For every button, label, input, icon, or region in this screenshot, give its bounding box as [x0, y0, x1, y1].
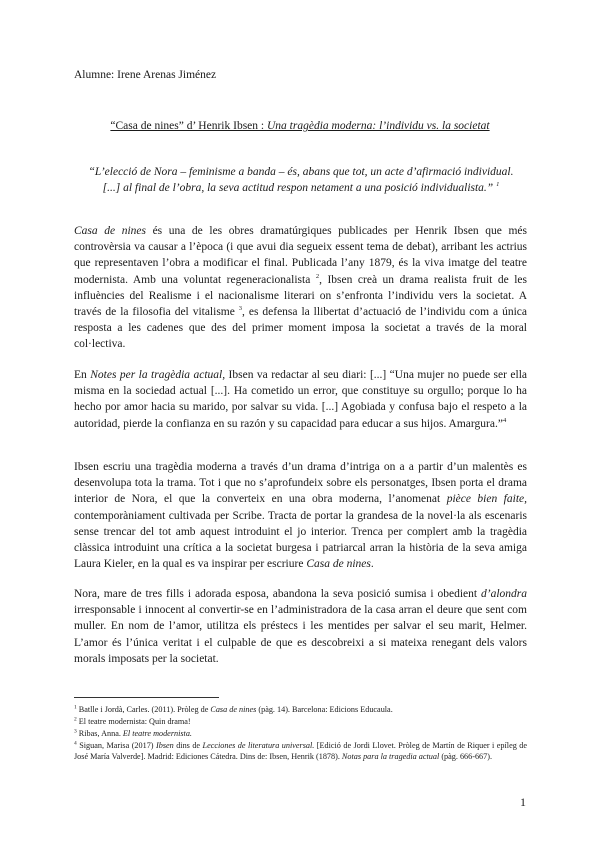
- italic-term: d’alondra: [481, 588, 527, 600]
- paragraph-3: [74, 459, 527, 572]
- paragraph-text: Ibsen va redactar al seu diari: [...] “Una mujer no puede ser ella misma en la sociedad actual [...]. Ha cometido un error, que constituye su orgullo; porque lo ha hecho por amor hacia su marido, por salvar su vida. [...] Agobiada y confusa bajo el respeto a la autoridad, pierde la confianza en su razón y su capacidad para educar a sus hijos. Amargura.”: [74, 369, 527, 430]
- footnote-text: Ribas, Anna.: [76, 729, 123, 738]
- work-title: Casa de nines: [306, 558, 371, 571]
- paragraph-text: .: [370, 558, 374, 571]
- footnote-text: dins de: [173, 741, 203, 750]
- paragraph-4: [74, 586, 527, 667]
- footnote-text: Siguan, Marisa (2017): [76, 741, 156, 750]
- epigraph-text: “L’elecció de Nora – feminisme a banda – és, abans que tot, un acte d’afirmació individual. [...] al final de l’obra, la seva actitud respon netament a una posició individualista.”: [88, 166, 514, 194]
- footnote-italic: Ibsen: [156, 741, 174, 750]
- paragraph-1: [74, 223, 527, 353]
- footnote-italic: El teatre modernista.: [122, 729, 192, 738]
- paragraph-text: contemporàniament cultivada per Scribe. Tracta de portar la grandesa de la novel·la als escenaris sense trencar del tot amb aquest introduint el jo interior. Trenca per complert amb la tragèdia clàssica introduint una crítica a la societat burgesa i patriarcal arran la història de la seva amiga Laura Kieler, en la qual es va inspirar per escriure: [74, 509, 527, 571]
- footnote-separator: [74, 697, 219, 698]
- footnote-number: 2: [74, 716, 77, 723]
- paragraph-text: , es defensa la llibertat d’actuació de l’individu com a única resposta a les cadenes que des del primer moment imposa la societat a través de la moral col·lectiva.: [74, 306, 527, 351]
- title-subtitle: Una tragèdia moderna: l’individu vs. la societat: [266, 120, 490, 132]
- footnote-text: [Edició de Jordi Llovet. Pròleg de Martín de Riquer i epíleg de José María Valverde]. Madrid: Ediciones Cátedra. Dins de: Ibsen, Henrik (1878).: [74, 741, 528, 761]
- footnote-text: El teatre modernista: Quin drama!: [76, 717, 191, 726]
- footnote-2: [74, 716, 527, 727]
- footnote-italic: Notas para la tragedia actual: [341, 752, 440, 761]
- footnote-ref-3: 3: [238, 305, 243, 313]
- epigraph-quote: [82, 165, 520, 196]
- document-title: [74, 120, 526, 132]
- italic-term: pièce bien faite,: [446, 493, 528, 506]
- footnote-ref-4: 4: [502, 416, 507, 424]
- paragraph-text: En: [74, 369, 91, 381]
- paragraph-2: [74, 367, 527, 432]
- work-title: Notes per la tragèdia actual,: [90, 369, 226, 381]
- footnote-number: 3: [74, 728, 77, 735]
- page-number: 1: [520, 795, 526, 809]
- paragraph-text: Ibsen escriu una tragèdia moderna a través d’un drama d’intriga on a a partir d’un malentès es desenvolupa tota la trama. Tot i que no s’aprofundeix sobre els personatges, Ibsen porta el drama interior de Nora, el que la converteix en una obra moderna, l’anomenat: [74, 461, 527, 506]
- footnote-text: (pàg. 666-667).: [439, 752, 493, 761]
- footnote-ref-1: 1: [496, 180, 500, 188]
- footnote-italic: Casa de nines: [210, 705, 257, 714]
- footnote-ref-2: 2: [315, 272, 320, 280]
- paragraph-text: Nora, mare de tres fills i adorada esposa, abandona la seva posició sumisa i obedient: [74, 588, 481, 600]
- footnote-text: (pàg. 14). Barcelona: Edicions Educaula.: [256, 705, 393, 714]
- footnote-3: [74, 728, 527, 739]
- footnote-1: [74, 704, 527, 715]
- title-prefix: “Casa de nines” d’ Henrik Ibsen :: [110, 120, 267, 132]
- footnote-italic: Lecciones de literatura universal.: [202, 741, 315, 750]
- footnote-4: [74, 740, 527, 762]
- paragraph-text: , Ibsen creà un drama realista fruit de les influències del Realisme i el nacionalisme literari on s’enfronta l’individu vers la societat. A través de la filosofia del vitalisme: [74, 273, 527, 319]
- paragraph-text: irresponsable i innocent al convertir-se en l’administradora de la casa arran el deure que sent com muller. En nom de l’amor, utilitza els préstecs i les mentides per salvar el seu marit, Helmer. L’amor és l’única veritat i el culpable de que es descobreixi a si mateixa renegant dels valors morals imposats per la societat.: [74, 604, 527, 665]
- footnote-number: 4: [74, 740, 77, 747]
- author-line: Alumne: Irene Arenas Jiménez: [74, 69, 217, 81]
- work-title: Casa de nines: [74, 225, 146, 237]
- footnote-number: 1: [74, 704, 77, 711]
- footnote-text: Batlle i Jordà, Carles. (2011). Pròleg de: [76, 705, 211, 714]
- paragraph-text: és una de les obres dramatúrgiques publicades per Henrik Ibsen que més controvèrsia va causar a l’època (i que avui dia segueix essent tema de debat), arribant les actrius que representaven l’obra a modificar el final. Publicada l’any 1879, és la viva imatge del teatre modernista. Amb una voluntat regeneracionalista: [74, 225, 527, 286]
